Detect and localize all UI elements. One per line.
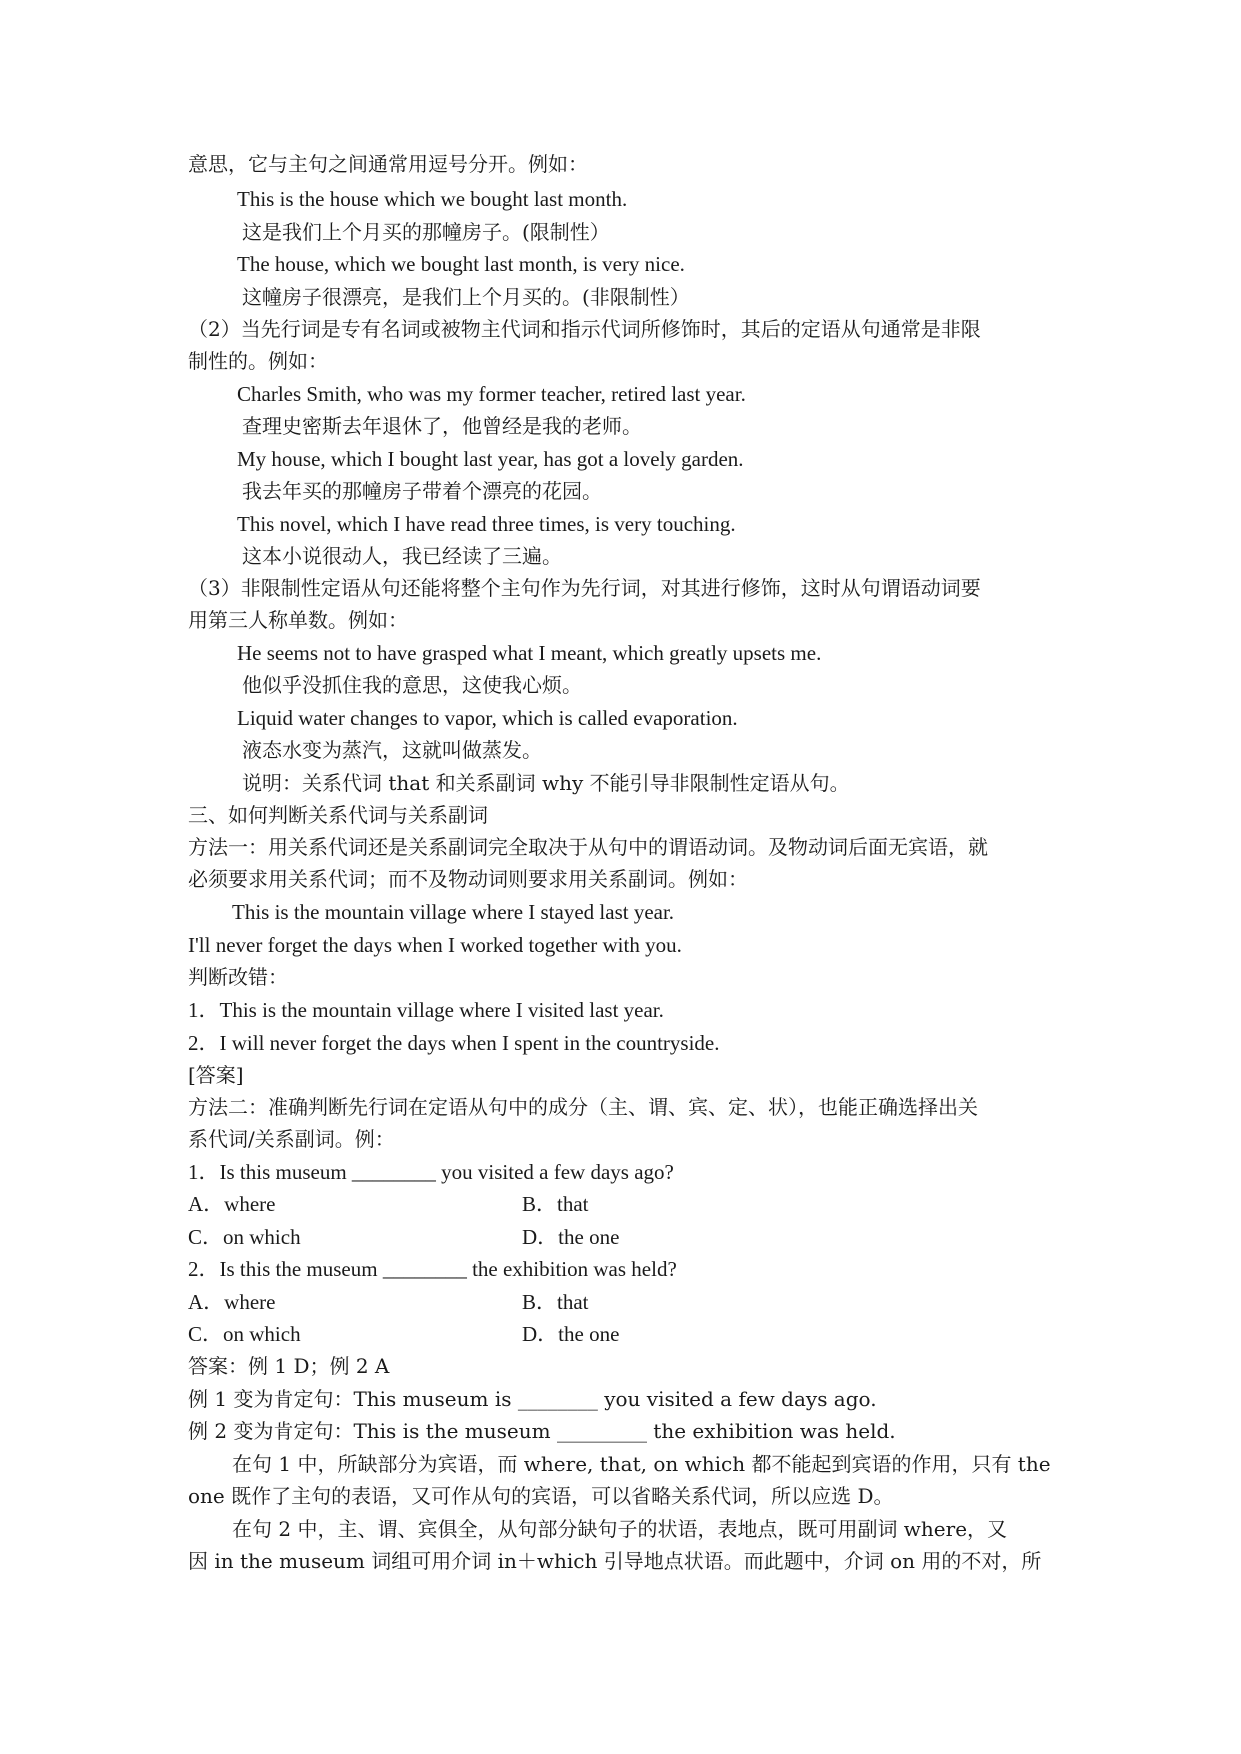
example-sentence: This is the mountain village where I stayed last year. — [232, 900, 675, 924]
explanation-line: one 既作了主句的表语，又可作从句的宾语，可以省略关系代词，所以应选 D。 — [188, 1484, 894, 1508]
translation-line: 这是我们上个月买的那幢房子。(限制性） — [242, 220, 610, 244]
text-line: 例 2 变为肯定句：This is the museum _________ the exhibition was held. — [188, 1419, 896, 1443]
example-sentence: He seems not to have grasped what I meant, which greatly upsets me. — [237, 641, 822, 665]
explanation-line: 在句 2 中，主、谓、宾俱全，从句部分缺句子的状语，表地点，既可用副词 where，又 — [232, 1517, 1008, 1541]
option-b: B．that — [522, 1290, 589, 1314]
option-a: A．where — [188, 1192, 276, 1216]
note-line: 说明：关系代词 that 和关系副词 why 不能引导非限制性定语从句。 — [242, 771, 850, 795]
example-sentence: Liquid water changes to vapor, which is called evaporation. — [237, 706, 738, 730]
text-line: （2）当先行词是专有名词或被物主代词和指示代词所修饰时，其后的定语从句通常是非限 — [188, 317, 981, 341]
explanation-line: 因 in the museum 词组可用介词 in＋which 引导地点状语。而此题中，介词 on 用的不对，所 — [188, 1549, 1042, 1573]
explanation-line: 在句 1 中，所缺部分为宾语，而 where, that, on which 都不能起到宾语的作用，只有 the — [232, 1452, 1051, 1476]
option-c: C．on which — [188, 1225, 301, 1249]
option-d: D．the one — [522, 1225, 620, 1249]
translation-line: 这本小说很动人，我已经读了三遍。 — [242, 544, 562, 568]
translation-line: 查理史密斯去年退休了，他曾经是我的老师。 — [242, 414, 642, 438]
translation-line: 我去年买的那幢房子带着个漂亮的花园。 — [242, 479, 602, 503]
example-sentence: This is the house which we bought last month. — [237, 187, 628, 211]
text-line: 意思，它与主句之间通常用逗号分开。例如： — [188, 152, 588, 176]
example-sentence: Charles Smith, who was my former teacher, retired last year. — [237, 382, 746, 406]
question-2: 2．Is this the museum ________ the exhibition was held? — [188, 1257, 677, 1281]
text-line: 用第三人称单数。例如： — [188, 608, 408, 632]
answer-label: [答案] — [188, 1063, 244, 1087]
text-line: 判断改错： — [188, 965, 288, 989]
translation-line: 他似乎没抓住我的意思，这使我心烦。 — [242, 673, 582, 697]
option-c: C．on which — [188, 1322, 301, 1346]
example-sentence: This novel, which I have read three times, is very touching. — [237, 512, 736, 536]
option-d: D．the one — [522, 1322, 620, 1346]
text-line: 系代词/关系副词。例： — [188, 1127, 395, 1151]
text-line: 方法二：准确判断先行词在定语从句中的成分（主、谓、宾、定、状），也能正确选择出关 — [188, 1095, 978, 1119]
text-line: 必须要求用关系代词；而不及物动词则要求用关系副词。例如： — [188, 867, 748, 891]
text-line: （3）非限制性定语从句还能将整个主句作为先行词，对其进行修饰，这时从句谓语动词要 — [188, 576, 981, 600]
option-b: B．that — [522, 1192, 589, 1216]
text-line: 制性的。例如： — [188, 349, 328, 373]
example-sentence: The house, which we bought last month, is very nice. — [237, 252, 685, 276]
translation-line: 这幢房子很漂亮，是我们上个月买的。(非限制性） — [242, 285, 690, 309]
exercise-item: 1．This is the mountain village where I visited last year. — [188, 998, 664, 1022]
translation-line: 液态水变为蒸汽，这就叫做蒸发。 — [242, 738, 542, 762]
example-sentence: My house, which I bought last year, has got a lovely garden. — [237, 447, 744, 471]
question-1: 1．Is this museum ________ you visited a few days ago? — [188, 1160, 674, 1184]
option-a: A．where — [188, 1290, 276, 1314]
exercise-item: 2．I will never forget the days when I spent in the countryside. — [188, 1031, 720, 1055]
section-heading: 三、如何判断关系代词与关系副词 — [188, 803, 488, 827]
text-line: 例 1 变为肯定句：This museum is ________ you visited a few days ago. — [188, 1387, 877, 1411]
example-sentence: I'll never forget the days when I worked together with you. — [188, 933, 682, 957]
text-line: 方法一：用关系代词还是关系副词完全取决于从句中的谓语动词。及物动词后面无宾语，就 — [188, 835, 988, 859]
answer-line: 答案：例 1 D；例 2 A — [188, 1354, 390, 1378]
